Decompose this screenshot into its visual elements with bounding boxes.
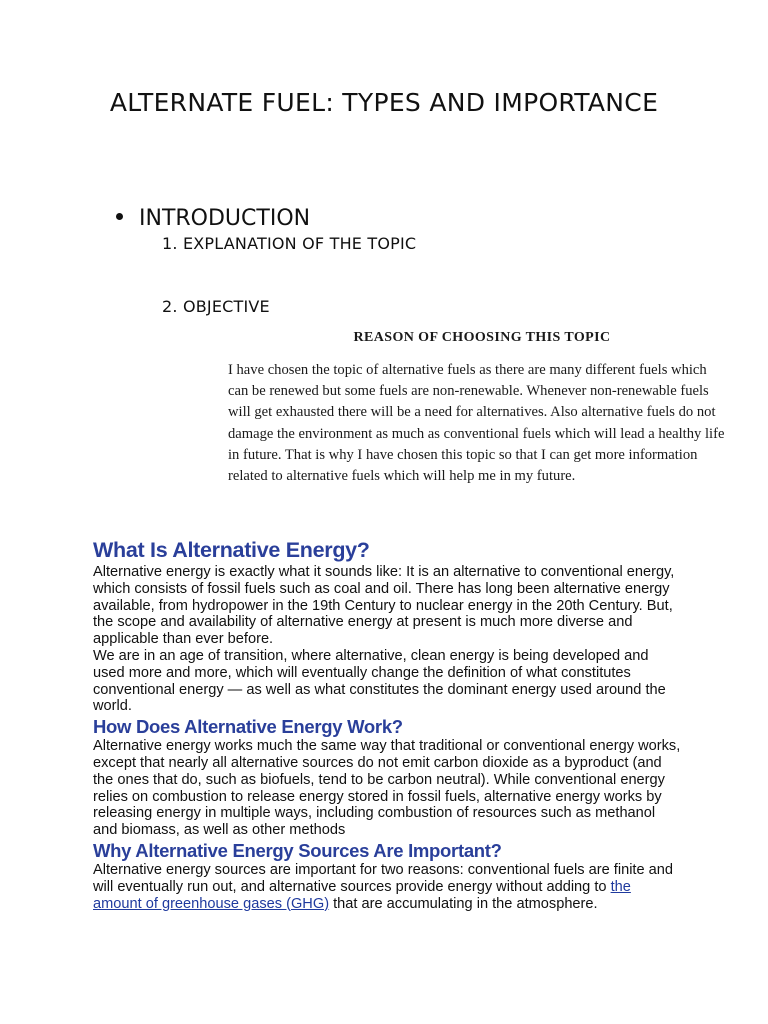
heading-what-is: What Is Alternative Energy? (93, 538, 370, 562)
bullet-introduction (116, 205, 310, 233)
scanned-text-block (228, 330, 728, 487)
document-title: ALTERNATE FUEL: TYPES AND IMPORTANCE (109, 88, 659, 117)
paragraph-4-text-end: that are accumulating in the atmosphere. (329, 895, 598, 912)
list-item-objective: 2. OBJECTIVE (162, 297, 270, 316)
paragraph-3: Alternative energy works much the same way that traditional or conventional energy works, except that nearly all alternative sources do not emit carbon dioxide as a byproduct (and the ones that do, such as biofuels, tend to be carbon neutral). While conventional energy relies on combustion to release energy stored in fossil fuels, alternative energy works by releasing energy in multiple ways, including combustion of resources such as methanol and biomass, as well as other methods (93, 738, 681, 839)
heading-how-does: How Does Alternative Energy Work? (93, 716, 403, 738)
scan-heading: REASON OF CHOOSING THIS TOPIC (353, 330, 611, 345)
list-item-explanation: 1. EXPLANATION OF THE TOPIC (162, 234, 417, 253)
bullet-label: INTRODUCTION (139, 206, 311, 231)
paragraph-1: Alternative energy is exactly what it sounds like: It is an alternative to conventional energy, which consists of fossil fuels such as coal and oil. There has long been alternative energy available, from hydropower in the 19th Century to nuclear energy in the 20th Century. But, the scope and availability of alternative energy at present is much more diverse and applicable than ever before. (93, 564, 675, 648)
article-section (93, 536, 683, 912)
ghg-link[interactable]: the amount of greenhouse gases (GHG) (93, 878, 631, 912)
paragraph-4-text-start: Alternative energy sources are important for two reasons: conventional fuels are finite and will eventually run out, and alternative sources provide energy without adding to (93, 861, 674, 895)
bullet-dot-icon (116, 213, 123, 220)
paragraph-2: We are in an age of transition, where alternative, clean energy is being developed and used more and more, which will eventually change the definition of what constitutes conventional energy — as well as what constitutes the dominant energy used around the world. (93, 647, 666, 715)
scan-paragraph: I have chosen the topic of alternative fuels as there are many different fuels which can be renewed but some fuels are non-renewable. Whenever non-renewable fuels will get exhausted there will be a need for alternatives. Also alternative fuels do not damage the environment as much as conventional fuels which will lead a healthy life in future. That is why I have chosen this topic so that I can get more information related to alternative fuels which will help me in my future. (228, 362, 725, 485)
heading-why-important: Why Alternative Energy Sources Are Important? (93, 839, 502, 861)
paragraph-4 (93, 862, 683, 912)
